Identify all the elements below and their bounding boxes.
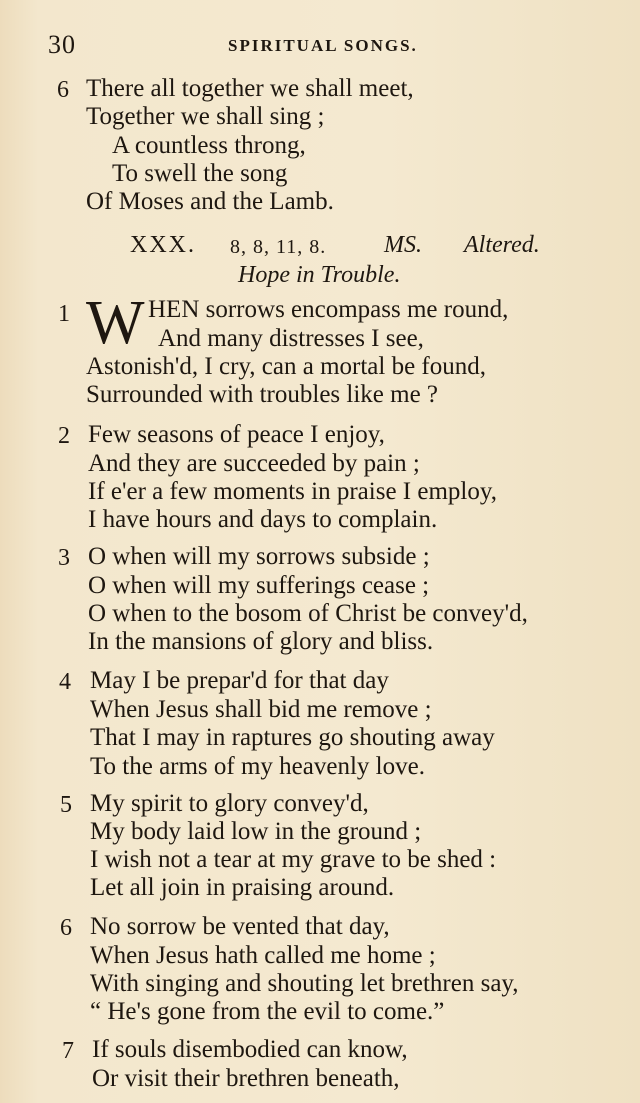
page-header [48,30,608,62]
verse-line: Surrounded with troubles like me ? [86,381,439,408]
verse-line: To swell the song [112,160,288,187]
page-number: 30 [48,30,76,59]
verse-line: Of Moses and the Lamb. [86,188,334,215]
verse-line: If e'er a few moments in praise I employ, [88,478,497,505]
verse-line: In the mansions of glory and bliss. [88,628,434,655]
hymn-source: MS. [384,232,422,258]
verse-line: May I be prepar'd for that day [90,667,389,694]
stanza-number: 7 [62,1038,74,1064]
hymn-title: Hope in Trouble. [238,262,401,288]
drop-cap: W [86,289,145,357]
verse-line: And many distresses I see, [158,325,424,352]
verse-line: If souls disembodied can know, [92,1036,408,1063]
verse-line: Together we shall sing ; [86,103,325,130]
verse-line: Astonish'd, I cry, can a mortal be found, [86,353,486,380]
verse-line: O when will my sufferings cease ; [88,572,430,599]
verse-line: There all together we shall meet, [86,75,414,102]
verse-line: A countless throng, [112,132,306,159]
verse-line: O when will my sorrows subside ; [88,543,430,570]
verse-line: No sorrow be vented that day, [90,913,390,940]
stanza-number: 4 [59,669,71,695]
verse-line: Few seasons of peace I enjoy, [88,421,385,448]
verse-line: To the arms of my heavenly love. [90,753,425,780]
running-head: SPIRITUAL SONGS. [228,36,418,55]
verse-line: When Jesus hath called me home ; [90,942,436,969]
verse-line: Or visit their brethren beneath, [92,1065,400,1092]
verse-line: With singing and shouting let brethren say, [90,970,519,997]
verse-line: O when to the bosom of Christ be convey'd, [88,600,528,627]
verse-line: Let all join in praising around. [90,874,395,901]
hymn-note: Altered. [464,232,540,258]
verse-line: And they are succeeded by pain ; [88,450,420,477]
verse-line: HEN sorrows encompass me round, [148,296,509,323]
hymn-meter: 8, 8, 11, 8. [230,236,327,258]
verse-line: I wish not a tear at my grave to be shed : [90,846,497,873]
verse-line: That I may in raptures go shouting away [90,724,495,751]
verse-line: My spirit to glory convey'd, [90,790,369,817]
verse-line: I have hours and days to complain. [88,506,438,533]
verse-line: “ He's gone from the evil to come.” [90,998,445,1025]
stanza-number: 6 [57,77,69,103]
hymn-number: XXX. [130,232,196,258]
stanza-number: 3 [58,545,70,571]
stanza-number: 1 [58,301,70,327]
hymn-heading [130,232,540,259]
stanza-number: 5 [60,792,72,818]
stanza-number: 2 [58,423,70,449]
verse-line: When Jesus shall bid me remove ; [90,696,432,723]
stanza-number: 6 [60,915,72,941]
verse-line: My body laid low in the ground ; [90,818,422,845]
